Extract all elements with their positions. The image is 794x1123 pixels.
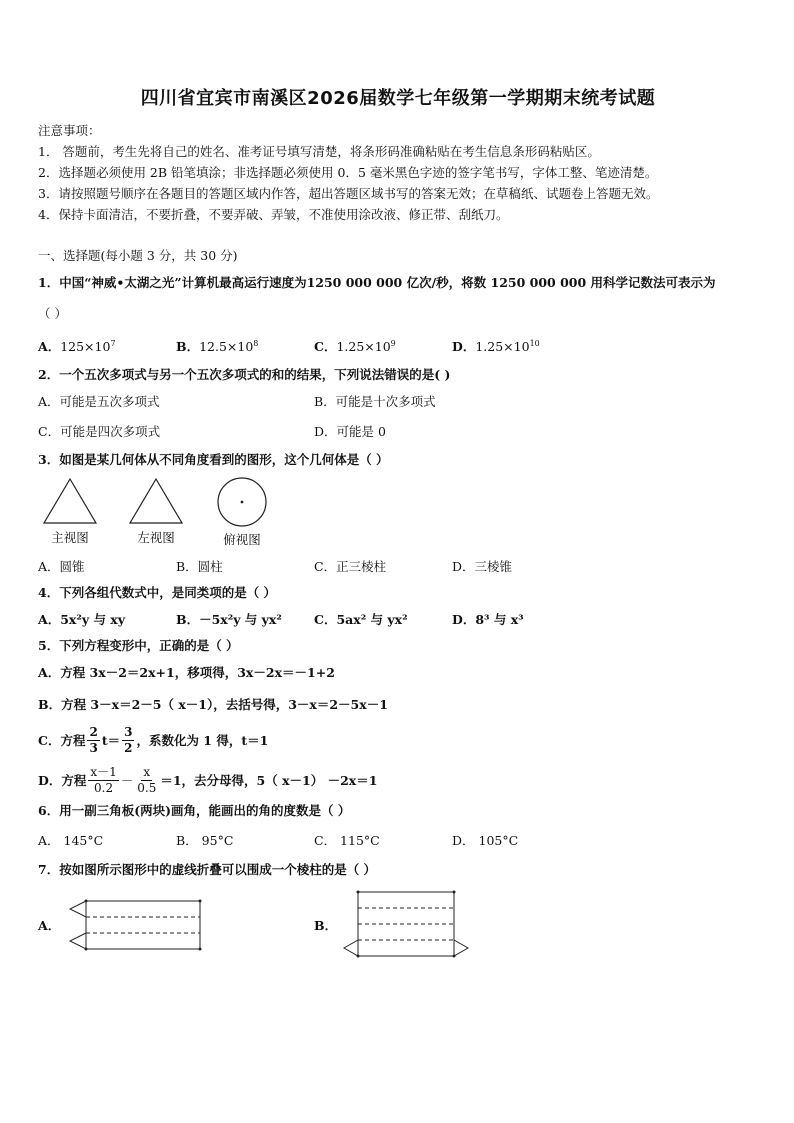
triangle-icon	[41, 476, 99, 526]
option-d[interactable]: D．方程 $\frac{x-1}{0.2}$ － $\frac{x}{0.5}$ ＝1，去分母得，5（ x－1） －2x＝1	[38, 764, 378, 795]
fraction: $\frac{3}{2}$	[124, 724, 133, 755]
fraction: $\frac{x-1}{0.2}$	[90, 764, 117, 795]
question-2-options-row1	[38, 385, 758, 417]
option-d[interactable]: D．$1.25\times 10^{10}$	[452, 338, 540, 354]
prism-net-b-figure	[342, 888, 472, 962]
section-heading: 一、选择题(每小题 3 分，共 30 分)	[38, 248, 238, 263]
option-b[interactable]: B．$12.5\times 10^8$	[176, 338, 259, 354]
option-c[interactable]: C． 115°C	[314, 833, 380, 848]
question-6-stem: 6．用一副三角板(两块)画角，能画出的角的度数是（ ）	[38, 803, 351, 818]
side-view-label: 左视图	[137, 530, 175, 545]
option-a[interactable]: A．5x²y 与 xy	[38, 612, 126, 627]
question-5-stem: 5．下列方程变形中，正确的是（ ）	[38, 638, 239, 653]
option-b[interactable]: B．圆柱	[176, 559, 223, 574]
triangle-icon	[127, 476, 185, 526]
option-a[interactable]: A．	[38, 893, 314, 957]
question-7	[38, 859, 758, 970]
option-d[interactable]: D．8³ 与 x³	[452, 612, 524, 627]
option-b[interactable]: B．可能是十次多项式	[314, 394, 436, 409]
question-2	[38, 364, 758, 447]
question-1	[38, 272, 758, 362]
question-2-stem: 2．一个五次多项式与另一个五次多项式的和的结果，下列说法错误的是( )	[38, 367, 451, 382]
question-1-options	[38, 330, 758, 362]
top-view-label: 俯视图	[223, 532, 261, 547]
option-c[interactable]: C．正三棱柱	[314, 559, 387, 574]
option-d[interactable]: D．可能是 0	[314, 424, 386, 439]
option-b[interactable]: B． 95°C	[176, 833, 234, 848]
page-title: 四川省宜宾市南溪区2026届数学七年级第一学期期末统考试题	[140, 88, 656, 109]
question-6-options	[38, 821, 758, 859]
question-1-paren: （ ）	[38, 306, 67, 321]
side-view	[126, 476, 186, 548]
option-d[interactable]: D．三棱锥	[452, 559, 513, 574]
front-view	[40, 476, 100, 548]
question-3-options	[38, 550, 758, 582]
fraction: $\frac{2}{3}$	[89, 724, 98, 755]
three-views-figure	[40, 476, 758, 548]
question-4-stem: 4．下列各组代数式中，是同类项的是（ ）	[38, 585, 277, 600]
question-6	[38, 800, 758, 859]
notice-block	[38, 120, 758, 225]
question-1-stem: 1．中国“神威•太湖之光”计算机最高运行速度为1250 000 000 亿次/秒，将数 1250 000 000 用科学记数法可表示为	[38, 275, 716, 290]
question-7-stem: 7．按如图所示图形中的虚线折叠可以围成一个棱柱的是（ ）	[38, 862, 377, 877]
notice-item-2: 2．选择题必须使用 2B 铅笔填涂；非选择题必须使用 0．5 毫米黑色字迹的签字笔书写，字体工整、笔迹清楚。	[38, 165, 658, 180]
option-c[interactable]: C．5ax² 与 yx²	[314, 612, 408, 627]
notice-item-3: 3．请按照题号顺序在各题目的答题区域内作答，超出答题区域书写的答案无效；在草稿纸、试题卷上答题无效。	[38, 186, 659, 201]
option-b[interactable]: B．	[314, 888, 590, 962]
option-a[interactable]: A．方程 3x－2＝2x+1，移项得，3x－2x＝－1+2	[38, 665, 335, 680]
option-b[interactable]: B．方程 3－x＝2－5（ x－1），去括号得，3－x＝2－5x－1	[38, 697, 388, 712]
notice-item-4: 4．保持卡面清洁，不要折叠，不要弄破、弄皱，不准使用涂改液、修正带、刮纸刀。	[38, 207, 509, 222]
option-a[interactable]: A．$125\times 10^7$	[38, 338, 116, 354]
notice-item-1: 1． 答题前，考生先将自己的姓名、准考证号填写清楚，将条形码准确粘贴在考生信息条形码粘贴区。	[38, 144, 600, 159]
option-d[interactable]: D． 105°C	[452, 833, 519, 848]
option-c[interactable]: C．可能是四次多项式	[38, 424, 161, 439]
prism-net-a-figure	[66, 893, 206, 957]
circle-with-center-icon	[213, 476, 271, 528]
option-a[interactable]: A． 145°C	[38, 833, 104, 848]
question-3-stem: 3．如图是某几何体从不同角度看到的图形，这个几何体是（ ）	[38, 452, 389, 467]
question-3	[38, 449, 758, 582]
option-a[interactable]: A．可能是五次多项式	[38, 394, 160, 409]
top-view	[212, 476, 272, 548]
question-5	[38, 635, 758, 800]
exam-page	[38, 84, 758, 970]
option-a[interactable]: A．圆锥	[38, 559, 85, 574]
option-c[interactable]: C．$1.25\times 10^9$	[314, 338, 396, 354]
notice-heading: 注意事项：	[38, 123, 101, 138]
option-b[interactable]: B．－5x²y 与 yx²	[176, 612, 282, 627]
question-4-options	[38, 603, 758, 635]
question-4	[38, 582, 758, 635]
question-7-options	[38, 880, 758, 970]
front-view-label: 主视图	[51, 530, 89, 545]
option-c[interactable]: C．方程 $\frac{2}{3}$ t＝ $\frac{3}{2}$ ，系数化为 1 得，t＝1	[38, 724, 269, 755]
question-2-options-row2	[38, 415, 758, 447]
fraction: $\frac{x}{0.5}$	[137, 764, 157, 795]
